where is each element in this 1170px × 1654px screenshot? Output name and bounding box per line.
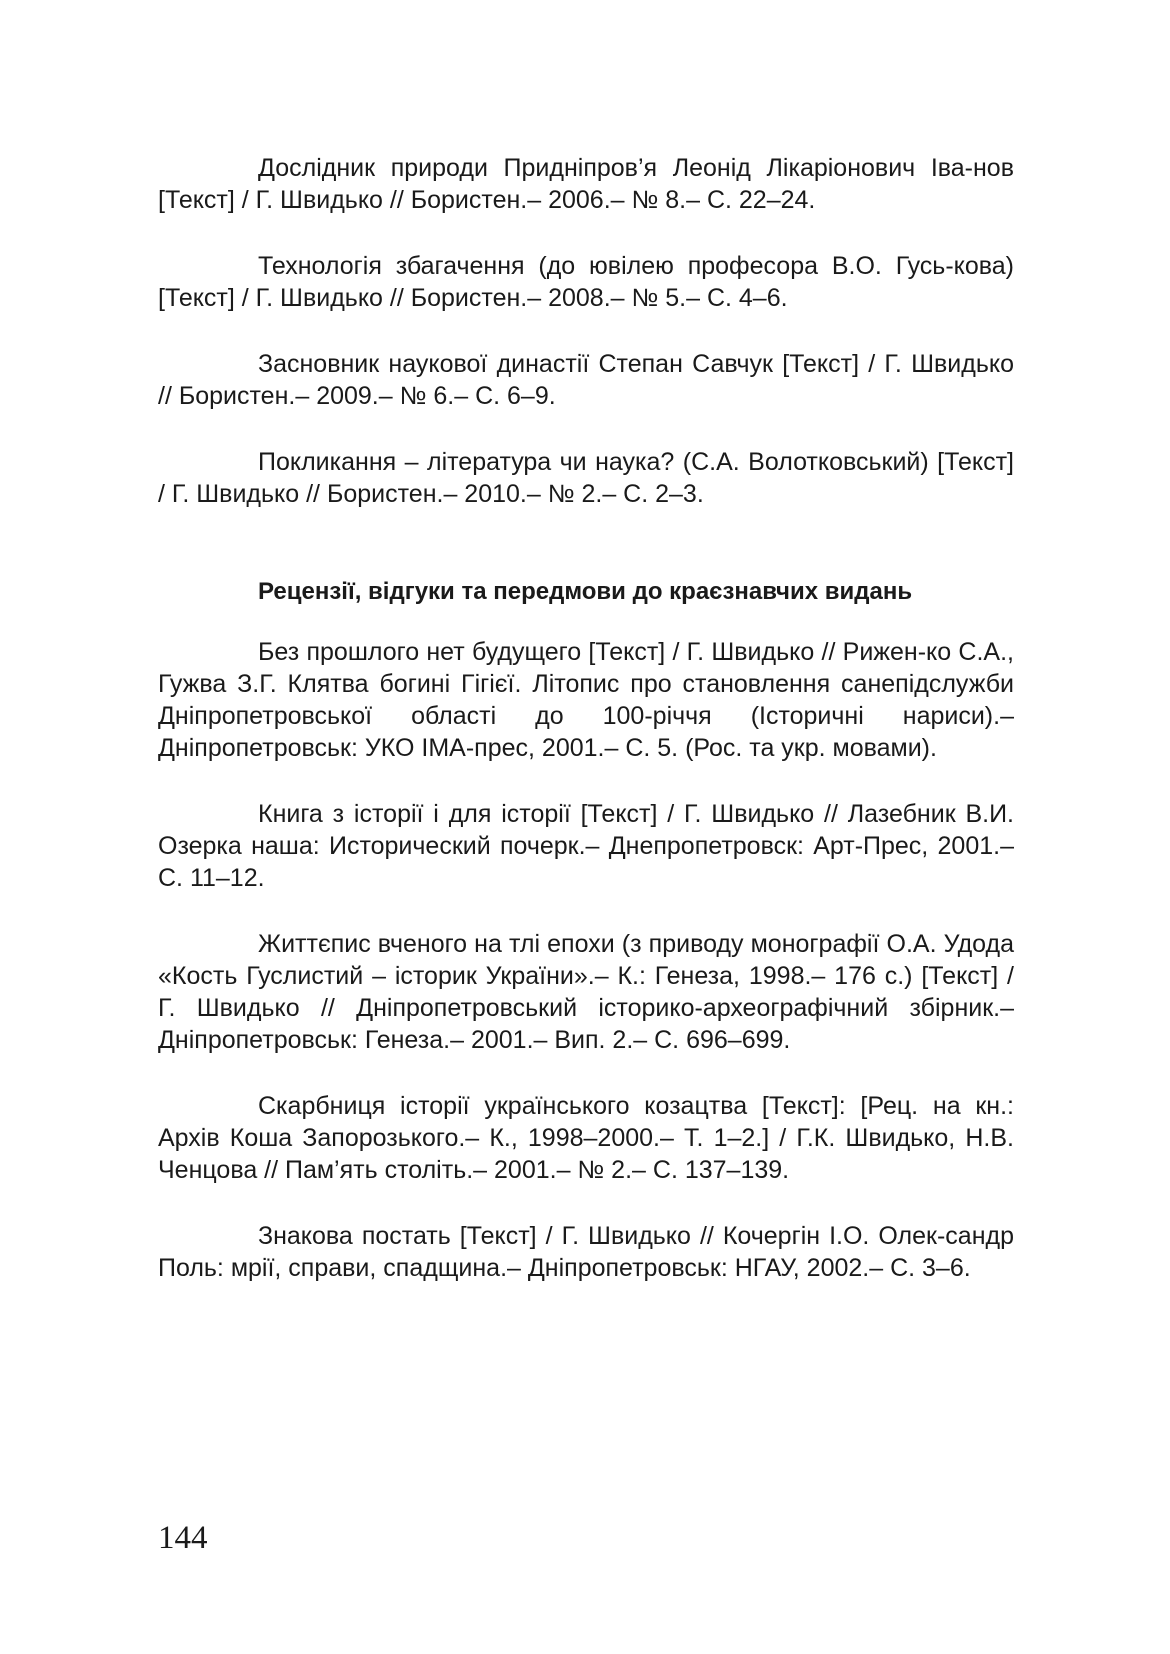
bibliography-entry: Технологія збагачення (до ювілею професора В.О. Гусь-кова) [Текст] / Г. Швидько // Бористен.– 2008.– № 5.– С. 4–6. xyxy=(158,252,1014,312)
section-heading: Рецензії, відгуки та передмови до краєзнавчих видань xyxy=(258,578,913,605)
bibliography-entry: Засновник наукової династії Степан Савчук [Текст] / Г. Швидько // Бористен.– 2009.– № 6.– С. 6–9. xyxy=(158,350,1014,410)
page-body xyxy=(158,152,1014,1318)
bibliography-entry: Книга з історії і для історії [Текст] / Г. Швидько // Лазебник В.И. Озерка наша: Исторический почерк.– Днепропетровск: Арт-Прес, 2001.– С. 11–12. xyxy=(158,800,1014,892)
bibliography-entry: Без прошлого нет будущего [Текст] / Г. Швидько // Рижен-ко С.А., Гужва З.Г. Клятва богині Гігієї. Літопис про становлення санепідслужби Дніпропетровської області до 100-річчя (Історичні нариси).– Дніпропетровськ: УКО ІМА-прес, 2001.– С. 5. (Рос. та укр. мовами). xyxy=(158,638,1014,762)
bibliography-entry: Дослідник природи Придніпров’я Леонід Лікаріонович Іва-нов [Текст] / Г. Швидько // Бористен.– 2006.– № 8.– С. 22–24. xyxy=(158,154,1014,214)
bibliography-entry: Скарбниця історії українського козацтва [Текст]: [Рец. на кн.: Архів Коша Запорозького.– К., 1998–2000.– Т. 1–2.] / Г.К. Швидько, Н.В. Ченцова // Пам’ять століть.– 2001.– № 2.– С. 137–139. xyxy=(158,1092,1014,1184)
page-number: 144 xyxy=(158,1520,208,1556)
bibliography-entry: Покликання – література чи наука? (С.А. Волотковський) [Текст] / Г. Швидько // Бористен.– 2010.– № 2.– С. 2–3. xyxy=(158,448,1014,508)
bibliography-entry: Знакова постать [Текст] / Г. Швидько // Кочергін І.О. Олек-сандр Поль: мрії, справи, спадщина.– Дніпропетровськ: НГАУ, 2002.– С. 3–6. xyxy=(158,1222,1014,1282)
bibliography-entry: Життєпис вченого на тлі епохи (з приводу монографії О.А. Удода «Кость Гуслистий – історик України».– К.: Генеза, 1998.– 176 с.) [Текст] / Г. Швидько // Дніпропетровський історико-археографічний збірник.– Дніпропетровськ: Генеза.– 2001.– Вип. 2.– С. 696–699. xyxy=(158,930,1014,1054)
